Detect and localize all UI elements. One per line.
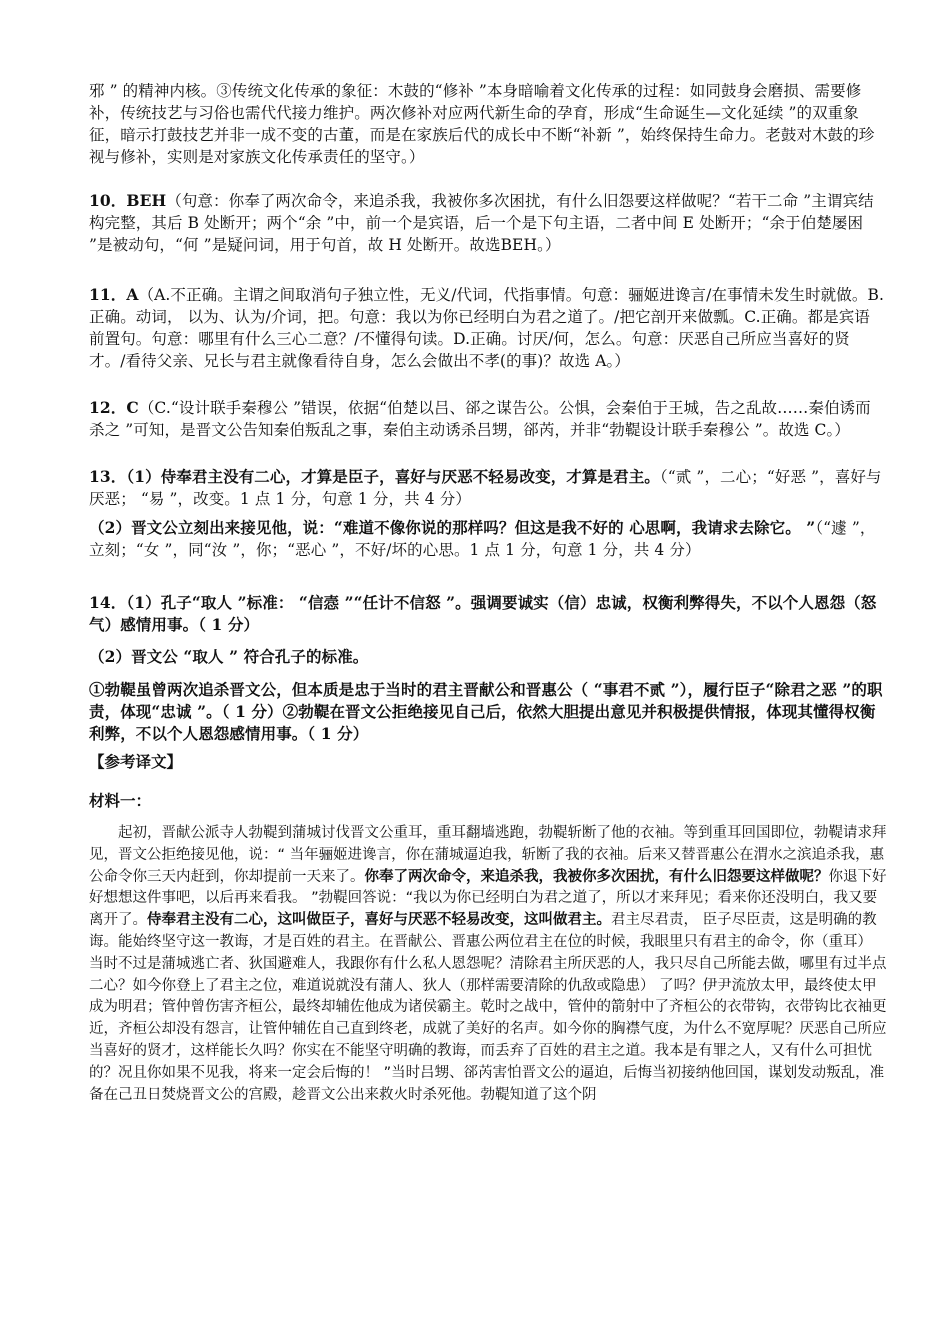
answer-11-number: 11．A xyxy=(89,285,139,304)
answer-13-part1-scoring: （“贰 ”，二心；“好恶 ”，喜好与厌恶； “易 ”，改变。1 点 1 分，句意 1 分，共 4 分） xyxy=(89,468,882,508)
reference-translation xyxy=(89,823,889,1106)
answer-13-part1 xyxy=(89,466,884,510)
answer-11 xyxy=(89,284,884,372)
answer-14-part1: 14．（1）孔子“取人 ”标准： “信悫 ”“任计不信怒 ”。强调要诚实（信）忠诚，权衡利弊得失，不以个人恩怨（怒气）感情用事。（ 1 分） xyxy=(89,593,877,634)
material-label: 材料一： xyxy=(89,791,152,810)
answer-11-explanation: （A.不正确。主谓之间取消句子独立性，无义/代词，代指事情。句意：骊姬进谗言/在事情未发生时就做。B.正确。动词， 以为、认为/介词，把。句意：我以为你已经明白为君之道了。/把它剖开来做瓢。C.正确。都是宾语前置句。句意：哪里有什么三心二意？/不懂得句读。D.正确。讨厌/何，怎么。句意：厌恶自己所应当喜好的贤才。/看待父亲、兄长与君主就像看待自身，怎么会做出不孝(的事)？故选 A。） xyxy=(89,286,884,370)
answer-12 xyxy=(89,397,884,441)
answer-14-part2: （2）晋文公 “取人 ” 符合孔子的标准。 xyxy=(89,647,369,666)
translation-segment-1: 起初，晋献公派寺人勃鞮到蒲城讨伐晋文公重耳，重耳翻墙逃跑，勃鞮斩断了他的衣袖。等到重耳回国即位，勃鞮请求拜见，晋文公拒绝接见他，说：“ 当年骊姬进谗言，你在蒲城逼迫我，斩断了我的衣袖。后来又替晋惠公在渭水之滨追杀我，惠公命令你三天内赶到，你却提前一天来了。 xyxy=(89,825,887,885)
reference-heading: 【参考译文】 xyxy=(89,752,183,771)
answer-10 xyxy=(89,190,884,256)
answer-13-part2 xyxy=(89,517,884,561)
answer-12-number: 12．C xyxy=(89,398,139,417)
translation-segment-4: 侍奉君主没有二心，这叫做臣子，喜好与厌恶不轻易改变，这叫做君主。 xyxy=(147,912,611,929)
answer-12-explanation: （C.“设计联手秦穆公 ”错误，依据“伯楚以吕、郤之谋告公。公惧，会秦伯于王城，告之乱故……秦伯诱而杀之 ”可知，是晋文公告知秦伯叛乱之事，秦伯主动诱杀吕甥，郤芮，并非“勃鞮设计联手秦穆公 ”。故选 C。） xyxy=(89,399,871,439)
answer-13-part2-scoring: （“遽 ”，立刻；“女 ”，同“汝 ”，你；“恶心 ”，不好/坏的心思。1 点 1 分，句意 1 分，共 4 分） xyxy=(89,519,876,559)
translation-segment-5: 君主尽君责， 臣子尽臣责，这是明确的教诲。能始终坚守这一教诲，才是百姓的君主。在晋献公、晋惠公两位君主在位的时候，我眼里只有君主的命令，你（重耳） 当时不过是蒲城逃亡者、狄国避难人，我跟你有什么私人恩怨呢？清除君主所厌恶的人，我只尽自己所能去做，哪里有过半点二心？如今你登上了君主之位，难道说就没有蒲人、狄人（那样需要清除的仇敌或隐患） 了吗？伊尹流放太甲，最终使太甲成为明君；管仲曾伤害齐桓公，最终却辅佐他成为诸侯霸主。乾时之战中，管仲的箭射中了齐桓公的衣带钩，衣带钩比衣袖更近，齐桓公却没有怨言，让管仲辅佐自己直到终老，成就了美好的名声。如今你的胸襟气度，为什么不宽厚呢？厌恶自己所应当喜好的贤才，这样能长久吗？你实在不能坚守明确的教诲，而丢弃了百姓的君主之道。我本是有罪之人，又有什么可担忧的？况且你如果不见我，将来一定会后悔的！ ”当时吕甥、郤芮害怕晋文公的逼迫，后悔当初接纳他回国，谋划发动叛乱，准备在己丑日焚烧晋文公的宫殿，趁晋文公出来救火时杀死他。勃鞮知道了这个阴 xyxy=(89,912,887,1103)
answer-14-part3: ①勃鞮虽曾两次追杀晋文公，但本质是忠于当时的君主晋献公和晋惠公（ “事君不贰 ”），履行臣子“除君之恶 ”的职责，体现“忠诚 ”。（ 1 分）②勃鞮在晋文公拒绝接见自己后，依然大胆提出意见并积极提供情报，体现其懂得权衡利弊，不以个人恩怨感情用事。（ 1 分） xyxy=(89,680,883,743)
answer-13-part2-translation: （2）晋文公立刻出来接见他，说：“难道不像你说的那样吗？但这是我不好的 心思啊，我请求去除它。 ” xyxy=(89,518,816,537)
answer-10-number: 10．BEH xyxy=(89,191,167,210)
answer-10-explanation: （句意：你奉了两次命令，来追杀我，我被你多次困扰，有什么旧怨要这样做呢？“若干二命 ”主谓宾结构完整，其后 B 处断开；两个“余 ”中，前一个是宾语，后一个是下句主语，二者中间 E 处断开；“余于伯楚屡困 ”是被动句，“何 ”是疑问词，用于句首，故 H 处断开。故选BEH。） xyxy=(89,192,874,254)
translation-segment-3: 你退下好好想想这件事吧，以后再来看我。 ”勃鞮回答说：“我以为你已经明白为君之道了，所以才来拜见；看来你还没明白，我又要离开了。 xyxy=(89,868,887,929)
translation-segment-2: 你奉了两次命令，来追杀我，我被你多次困扰，有什么旧怨要这样做呢？ xyxy=(364,868,829,885)
answer-13-part1-translation: 13．（1）侍奉君主没有二心，才算是臣子，喜好与厌恶不轻易改变，才算是君主。 xyxy=(89,467,660,486)
answer-continuation: 邪 ” 的精神内核。③传统文化传承的象征：木鼓的“修补 ”本身暗喻着文化传承的过程：如同鼓身会磨损、需要修补，传统技艺与习俗也需代代接力维护。两次修补对应两代新生命的孕育，形成“生命诞生—文化延续 ”的双重象征，暗示打鼓技艺并非一成不变的古董，而是在家族后代的成长中不断“补新 ”，始终保持生命力。老鼓对木鼓的珍视与修补，实则是对家族文化传承责任的坚守。） xyxy=(89,82,875,166)
